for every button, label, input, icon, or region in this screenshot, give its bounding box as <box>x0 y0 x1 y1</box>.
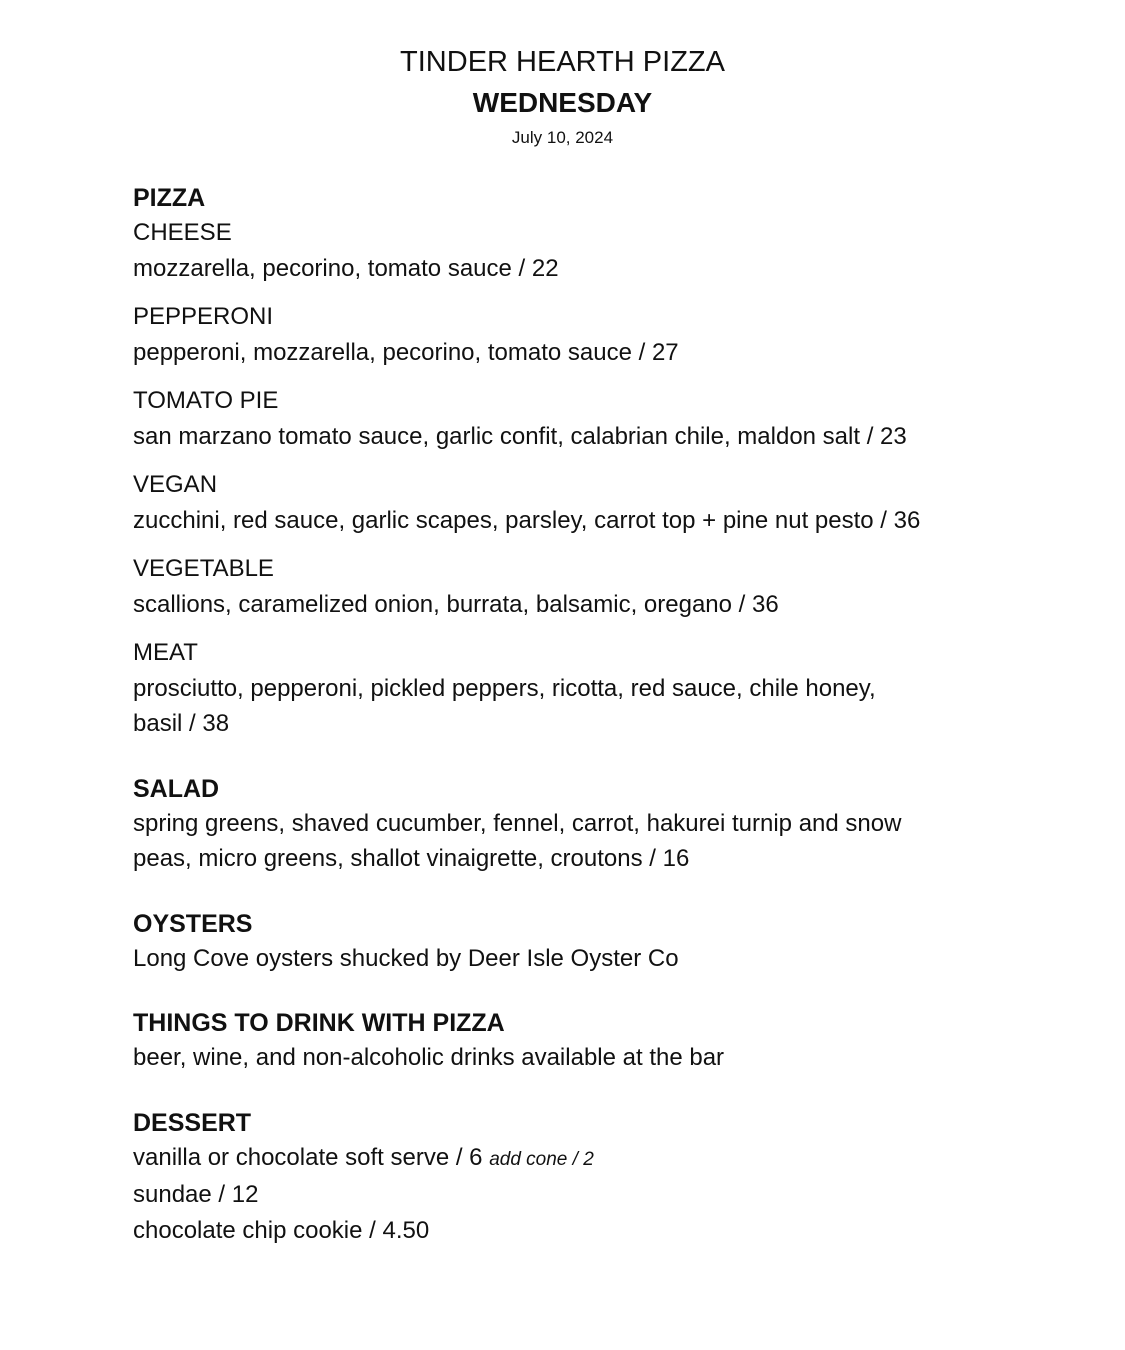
menu-item-vegetable <box>133 551 1013 622</box>
drinks-section <box>133 1006 1013 1076</box>
item-description-line-2: basil / 38 <box>133 710 230 737</box>
menu-item-vegan <box>133 467 1013 538</box>
menu-item-pepperoni <box>133 299 1013 370</box>
soft-serve-text: vanilla or chocolate soft serve / 6 <box>133 1143 483 1171</box>
dessert-section <box>133 1106 1013 1249</box>
item-name: CHEESE <box>133 219 232 246</box>
item-description-line-1: prosciutto, pepperoni, pickled peppers, ricotta, red sauce, chile honey, <box>133 674 876 702</box>
item-description: mozzarella, pecorino, tomato sauce / 22 <box>133 254 559 282</box>
dessert-soft-serve <box>133 1140 1013 1178</box>
item-description: san marzano tomato sauce, garlic confit, calabrian chile, maldon salt / 23 <box>133 422 907 450</box>
item-description: pepperoni, mozzarella, pecorino, tomato sauce / 27 <box>133 338 679 366</box>
salad-description-line-1: spring greens, shaved cucumber, fennel, carrot, hakurei turnip and snow <box>133 809 902 837</box>
section-title-oysters: OYSTERS <box>133 909 253 938</box>
soft-serve-cone-note: add cone / 2 <box>489 1148 594 1170</box>
item-name: VEGAN <box>133 471 218 498</box>
oysters-section <box>133 907 1013 977</box>
menu-date: July 10, 2024 <box>511 128 614 147</box>
salad-description-line-2: peas, micro greens, shallot vinaigrette, croutons / 16 <box>133 845 690 872</box>
oysters-description: Long Cove oysters shucked by Deer Isle Oyster Co <box>133 944 679 972</box>
item-name: PEPPERONI <box>133 303 274 330</box>
section-title-drinks: THINGS TO DRINK WITH PIZZA <box>133 1009 505 1037</box>
section-title-pizza: PIZZA <box>133 184 206 212</box>
salad-section <box>133 772 1013 877</box>
restaurant-name: TINDER HEARTH PIZZA <box>400 46 725 78</box>
menu-item-meat <box>133 635 1013 742</box>
drinks-description: beer, wine, and non-alcoholic drinks available at the bar <box>133 1044 725 1071</box>
menu-content <box>133 181 1013 1278</box>
item-name: VEGETABLE <box>133 555 274 582</box>
menu-day: WEDNESDAY <box>472 87 653 118</box>
dessert-sundae: sundae / 12 <box>133 1181 259 1208</box>
item-name: MEAT <box>133 639 198 666</box>
item-name: TOMATO PIE <box>133 387 279 414</box>
section-title-dessert: DESSERT <box>133 1108 252 1137</box>
menu-item-tomato-pie <box>133 383 1013 454</box>
dessert-cookie: chocolate chip cookie / 4.50 <box>133 1216 430 1244</box>
menu-item-cheese <box>133 215 1013 286</box>
item-description: scallions, caramelized onion, burrata, balsamic, oregano / 36 <box>133 590 779 618</box>
item-description: zucchini, red sauce, garlic scapes, parsley, carrot top + pine nut pesto / 36 <box>133 506 921 534</box>
section-title-salad: SALAD <box>133 774 220 803</box>
pizza-section <box>133 181 1013 742</box>
